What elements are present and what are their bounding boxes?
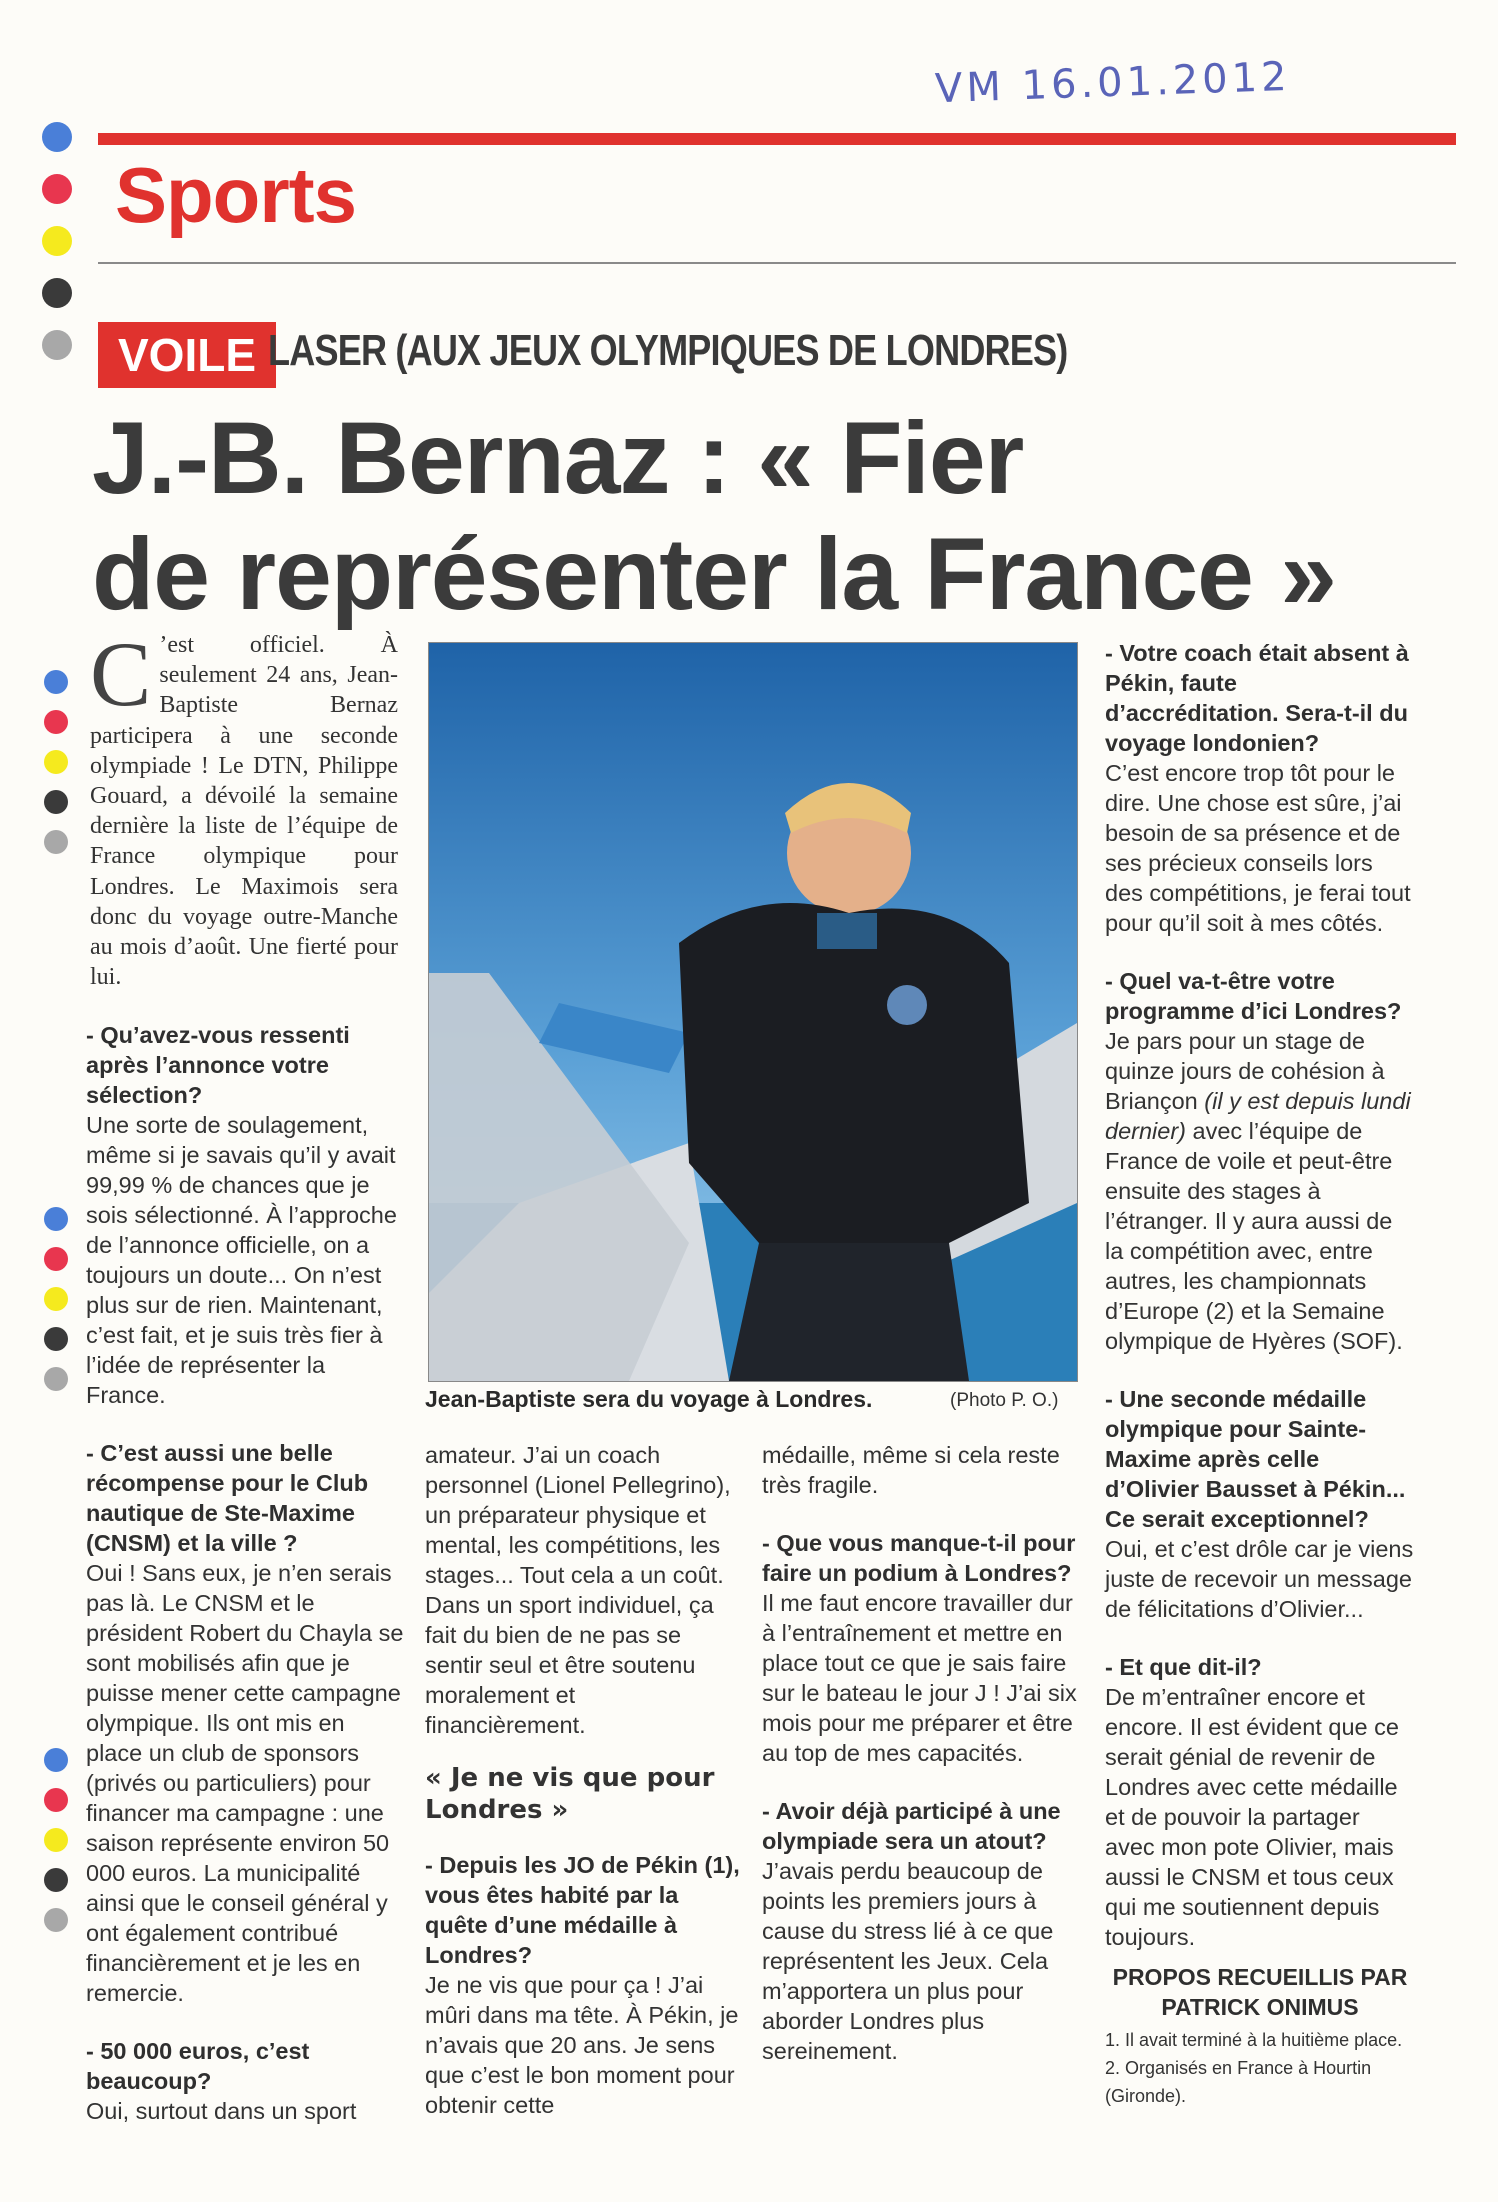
registration-dot-yellow [44, 750, 68, 774]
answer-8 [1105, 1026, 1415, 1356]
article-photo [428, 642, 1078, 1382]
registration-dot-blue [44, 1207, 68, 1231]
answer-3-continued: amateur. J’ai un coach personnel (Lionel Pellegrino), un préparateur physique et mental, les compétitions, les stages... Tout cela a un coût. Dans un sport individuel, ça fait du bien de ne pas se sentir seul et être soutenu moralement et financièrement. [425, 1442, 731, 1738]
answer-4-continued: médaille, même si cela reste très fragile. [762, 1442, 1060, 1498]
answer-10: De m’entraîner encore et encore. Il est évident que ce serait génial de revenir de Londres avec cette médaille et de pouvoir la partager avec mon pote Olivier, mais aussi le CNSM et tous ceux qui me soutiennent depuis toujours. [1105, 1684, 1399, 1950]
registration-dot-gray [44, 1367, 68, 1391]
question-9: - Une seconde médaille olympique pour Sainte-Maxime après celle d’Olivier Bausset à Pékin... Ce serait exceptionnel? [1105, 1386, 1406, 1532]
column-2 [425, 1440, 740, 2120]
section-color-bar [98, 133, 1456, 145]
byline [1105, 1962, 1415, 2022]
handwritten-date: VM 16.01.2012 [934, 53, 1292, 113]
answer-4: Je ne vis que pour ça ! J’ai mûri dans ma tête. À Pékin, je n’avais que 20 ans. Je sens que c’est le bon moment pour obtenir cette [425, 1972, 739, 2118]
answer-3: Oui, surtout dans un sport [86, 2098, 357, 2124]
answer-8-aside: (il y est depuis lundi dernier) [1105, 1088, 1411, 1144]
registration-dot-yellow [44, 1828, 68, 1852]
registration-dot-blue [42, 122, 72, 152]
registration-dot-red [44, 1247, 68, 1271]
photo-caption: Jean-Baptiste sera du voyage à Londres. [425, 1386, 873, 1412]
column-4 [1105, 638, 1415, 2110]
column-1 [86, 1020, 406, 2126]
registration-dot-yellow [42, 226, 72, 256]
registration-dot-black [44, 1327, 68, 1351]
rubric-badge: VOILE [98, 322, 276, 388]
registration-dot-black [44, 790, 68, 814]
question-3: - 50 000 euros, c’est beaucoup? [86, 2038, 310, 2094]
question-2: - C’est aussi une belle récompense pour le Club nautique de Ste-Maxime (CNSM) et la ville ? [86, 1440, 369, 1556]
answer-1: Une sorte de soulagement, même si je savais qu’il y avait 99,99 % de chances que je sois sélectionné. À l’approche de l’annonce officielle, on a toujours un doute... On n’est plus sur de rien. Maintenant, c’est fait, et je suis très fier à l’idée de représenter la France. [86, 1112, 397, 1408]
section-title: Sports [115, 151, 357, 239]
byline-author: PATRICK ONIMUS [1161, 1994, 1359, 2020]
answer-6: J’avais perdu beaucoup de points les premiers jours à cause du stress lié à ce que représentent les Jeux. Cela m’apportera un plus pour aborder Londres plus sereinement. [762, 1858, 1054, 2064]
registration-dot-gray [44, 1908, 68, 1932]
answer-9: Oui, et c’est drôle car je viens juste de recevoir un message de félicitations d’Olivier... [1105, 1536, 1414, 1622]
headline-line-2: de représenter la France » [92, 517, 1336, 631]
question-4: - Depuis les JO de Pékin (1), vous êtes habité par la quête d’une médaille à Londres? [425, 1852, 740, 1968]
answer-2: Oui ! Sans eux, je n’en serais pas là. Le CNSM et le président Robert du Chayla se sont mobilisés afin que je puisse mener cette campagne olympique. Ils ont mis en place un club de sponsors (privés ou particuliers) pour financer ma campagne : une saison représente environ 50 000 euros. La municipalité ainsi que le conseil général y ont également contribué financièrement et je les en remercie. [86, 1560, 404, 2006]
question-10: - Et que dit-il? [1105, 1654, 1262, 1680]
article-kicker: LASER (AUX JEUX OLYMPIQUES DE LONDRES) [268, 326, 1068, 375]
article-headline [92, 400, 1472, 632]
footnotes [1105, 2026, 1415, 2110]
headline-line-1: J.-B. Bernaz : « Fier [92, 401, 1024, 515]
registration-dot-red [44, 710, 68, 734]
footnote-2: 2. Organisés en France à Hourtin (Gironde). [1105, 2058, 1372, 2106]
registration-dot-gray [42, 330, 72, 360]
registration-dot-blue [44, 1748, 68, 1772]
header-rule [98, 262, 1456, 264]
registration-dot-yellow [44, 1287, 68, 1311]
lead-paragraph [90, 623, 398, 992]
sailor-photo-illustration [429, 643, 1077, 1381]
registration-dot-black [44, 1868, 68, 1892]
photo-credit: (Photo P. O.) [950, 1390, 1059, 1411]
byline-line-1: PROPOS RECUEILLIS PAR [1112, 1964, 1408, 1990]
registration-dot-red [44, 1788, 68, 1812]
lead-text: ’est officiel. À seulement 24 ans, Jean-Baptiste Bernaz participera à une seconde olympiade ! Le DTN, Philippe Gouard, a dévoilé la semaine dernière la liste de l’équipe de France olympique pour Londres. Le Maximois sera donc du voyage outre-Manche au mois d’août. Une fierté pour lui. [90, 632, 398, 991]
question-6: - Avoir déjà participé à une olympiade sera un atout? [762, 1798, 1061, 1854]
answer-5: Il me faut encore travailler dur à l’entraînement et mettre en place tout ce que je sais faire sur le bateau le jour J ! J’ai six mois pour me préparer et être au top de mes capacités. [762, 1590, 1077, 1766]
registration-dot-red [42, 174, 72, 204]
interview-subhead: « Je ne vis que pour Londres » [425, 1763, 715, 1825]
registration-dot-gray [44, 830, 68, 854]
question-5: - Que vous manque-t-il pour faire un podium à Londres? [762, 1530, 1076, 1586]
column-3 [762, 1440, 1080, 2066]
drop-cap: C [90, 623, 152, 725]
footnote-1: 1. Il avait terminé à la huitième place. [1105, 2030, 1403, 2050]
question-1: - Qu’avez-vous ressenti après l’annonce votre sélection? [86, 1022, 350, 1108]
registration-dot-black [42, 278, 72, 308]
question-8: - Quel va-t-être votre programme d’ici Londres? [1105, 968, 1402, 1024]
answer-7: C’est encore trop tôt pour le dire. Une chose est sûre, j’ai besoin de sa présence et de ses précieux conseils lors des compétitions, je ferai tout pour qu’il soit à mes côtés. [1105, 760, 1411, 936]
answer-8-text-end: avec l’équipe de France de voile et peut-être ensuite des stages à l’étranger. Il y aura aussi de la compétition avec, entre autres, les championnats d’Europe (2) et la Semaine olympique de Hyères (SOF). [1105, 1118, 1403, 1354]
registration-dot-blue [44, 670, 68, 694]
answer-8-text: Je pars pour un stage de quinze jours de cohésion à Briançon [1105, 1028, 1385, 1114]
question-7: - Votre coach était absent à Pékin, faute d’accréditation. Sera-t-il du voyage londonien? [1105, 640, 1409, 756]
